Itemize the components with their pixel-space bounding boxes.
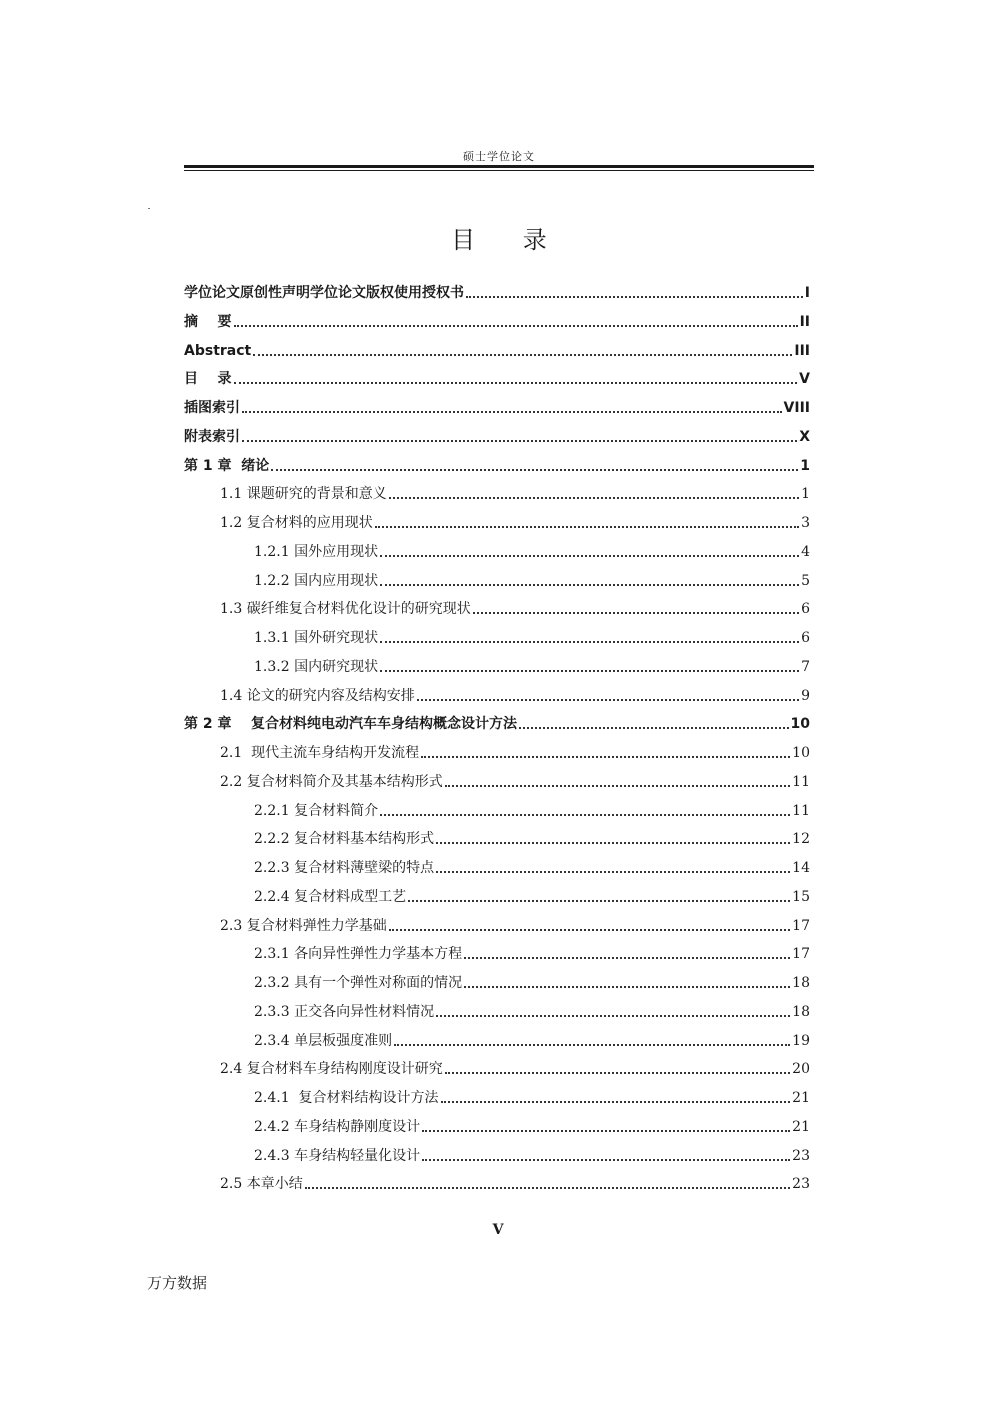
toc-entry-label: 1.2.1 国外应用现状: [254, 543, 379, 560]
toc-entry-label: 1.2 复合材料的应用现状: [220, 515, 373, 531]
toc-entry-label: 2.2.2 复合材料基本结构形式: [254, 831, 435, 848]
toc-entry-label: 2.3.1 各向异性弹性力学基本方程: [254, 946, 463, 963]
toc-entry-label: 第 1 章 绪论: [184, 457, 270, 474]
toc-entry[interactable]: [254, 539, 810, 561]
toc-entry-page: 4: [801, 543, 810, 560]
toc-leader-dots: [421, 755, 790, 758]
toc-entry-label: 1.3 碳纤维复合材料优化设计的研究现状: [220, 601, 471, 618]
toc-leader-dots: [389, 496, 799, 499]
toc-entry-page: 18: [792, 1003, 810, 1020]
toc-leader-dots: [234, 381, 798, 384]
toc-entry[interactable]: [184, 280, 810, 302]
toc-entry-page: I: [804, 285, 810, 301]
toc-entry-page: X: [799, 428, 810, 445]
toc-leader-dots: [436, 841, 790, 844]
toc-entry-page: II: [799, 313, 810, 330]
toc-entry-label: 2.5 本章小结: [220, 1176, 303, 1193]
running-header: 硕士学位论文: [463, 150, 535, 163]
toc-leader-dots: [394, 1043, 790, 1046]
toc-entry-page: 11: [792, 773, 810, 790]
toc-entry-label: 2.4.1 复合材料结构设计方法: [254, 1090, 439, 1106]
toc-entry[interactable]: [220, 769, 810, 791]
toc-entry-page: 20: [792, 1061, 810, 1078]
toc-entry-page: 5: [801, 572, 810, 589]
scan-speck: [148, 208, 150, 209]
toc-entry[interactable]: [220, 1171, 810, 1193]
toc-leader-dots: [253, 353, 792, 356]
toc-entry-page: 6: [801, 601, 810, 618]
toc-entry[interactable]: [184, 424, 810, 446]
toc-leader-dots: [380, 554, 799, 557]
toc-entry-page: V: [799, 371, 810, 388]
toc-entry[interactable]: [254, 568, 810, 590]
toc-entry-page: 12: [792, 831, 810, 848]
toc-entry[interactable]: [254, 1114, 810, 1136]
toc-leader-dots: [234, 324, 798, 327]
toc-leader-dots: [380, 813, 790, 816]
toc-entry-label: 2.4.2 车身结构静刚度设计: [254, 1118, 421, 1135]
toc-entry-label: 第 2 章 复合材料纯电动汽车车身结构概念设计方法: [184, 716, 517, 733]
toc-leader-dots: [473, 611, 799, 614]
toc-entry-page: III: [794, 342, 810, 359]
toc-entry-label: 1.2.2 国内应用现状: [254, 572, 379, 589]
toc-entry-page: 10: [792, 745, 810, 761]
toc-entry[interactable]: [254, 941, 810, 963]
toc-leader-dots: [436, 870, 790, 873]
toc-leader-dots: [375, 525, 799, 528]
toc-leader-dots: [380, 669, 799, 672]
toc-entry-label: 2.2 复合材料简介及其基本结构形式: [220, 773, 443, 790]
toc-entry-label: 2.3.4 单层板强度准则: [254, 1032, 393, 1049]
toc-entry[interactable]: [254, 654, 810, 676]
toc-entry[interactable]: [220, 740, 810, 762]
toc-leader-dots: [417, 698, 799, 701]
toc-entry-label: 2.3 复合材料弹性力学基础: [220, 917, 387, 934]
toc-entry-label: 1.3.2 国内研究现状: [254, 658, 379, 675]
toc-entry[interactable]: [254, 826, 810, 848]
toc-entry[interactable]: [184, 711, 810, 733]
toc-entry-page: 17: [792, 917, 810, 934]
toc-entry[interactable]: [254, 798, 810, 820]
toc-entry[interactable]: [220, 1056, 810, 1078]
toc-entry-label: 2.3.2 具有一个弹性对称面的情况: [254, 975, 463, 991]
toc-entry[interactable]: [220, 683, 810, 705]
toc-entry-page: 23: [792, 1176, 810, 1193]
toc-leader-dots: [380, 583, 799, 586]
toc-entry[interactable]: [254, 999, 810, 1021]
toc-entry-page: VIII: [783, 400, 810, 416]
toc-leader-dots: [441, 1100, 791, 1103]
toc-entry-page: 1: [801, 486, 810, 503]
toc-leader-dots: [242, 439, 797, 442]
toc-entry[interactable]: [184, 453, 810, 475]
toc-entry-page: 21: [792, 1118, 810, 1135]
toc-entry[interactable]: [254, 1085, 810, 1107]
toc-entry-page: 6: [801, 630, 810, 646]
toc-leader-dots: [305, 1186, 790, 1189]
toc-entry-page: 10: [790, 716, 810, 733]
toc-entry-label: Abstract: [184, 342, 252, 359]
toc-leader-dots: [408, 899, 790, 902]
toc-leader-dots: [380, 640, 799, 643]
toc-entry-label: 2.2.3 复合材料薄壁梁的特点: [254, 860, 435, 876]
toc-entry[interactable]: [220, 913, 810, 935]
watermark: 万方数据: [147, 1274, 208, 1292]
toc-entry-label: 学位论文原创性声明学位论文版权使用授权书: [184, 285, 464, 301]
toc-leader-dots: [422, 1129, 790, 1132]
toc-entry[interactable]: [184, 309, 810, 331]
toc-entry-label: 目 录: [184, 371, 232, 388]
toc-entry-label: 1.4 论文的研究内容及结构安排: [220, 687, 415, 704]
toc-leader-dots: [445, 784, 790, 787]
toc-entry-label: 摘 要: [184, 313, 232, 330]
toc-entry-label: 2.1 现代主流车身结构开发流程: [220, 745, 420, 761]
toc-leader-dots: [271, 468, 798, 471]
toc-entry[interactable]: [184, 395, 810, 417]
toc-entry-label: 2.2.1 复合材料简介: [254, 802, 379, 819]
toc-entry-label: 1.1 课题研究的背景和意义: [220, 486, 387, 503]
toc-entry-page: 14: [792, 860, 810, 876]
header-rule-thick: [184, 165, 814, 168]
toc-entry-page: 9: [801, 687, 810, 704]
toc-entry-page: 23: [792, 1147, 810, 1164]
toc-entry[interactable]: [254, 1143, 810, 1165]
toc-entry[interactable]: [220, 481, 810, 503]
toc-leader-dots: [445, 1071, 790, 1074]
toc-entry-page: 1: [800, 457, 810, 474]
toc-entry[interactable]: [254, 625, 810, 647]
toc-entry-label: 2.4 复合材料车身结构刚度设计研究: [220, 1061, 443, 1078]
toc-entry-page: 3: [801, 515, 810, 531]
toc-entry[interactable]: [254, 1028, 810, 1050]
toc-entry[interactable]: [220, 596, 810, 618]
toc-leader-dots: [519, 726, 789, 729]
page-number: V: [492, 1222, 504, 1238]
toc-entry-page: 19: [792, 1032, 810, 1049]
toc-entry-page: 18: [792, 975, 810, 991]
toc-entry-label: 附表索引: [184, 428, 240, 445]
toc-title: 目 录: [451, 226, 567, 255]
toc-entry[interactable]: [184, 338, 810, 360]
toc-entry[interactable]: [220, 510, 810, 532]
toc-leader-dots: [464, 985, 790, 988]
toc-entry-label: 2.2.4 复合材料成型工艺: [254, 888, 407, 905]
toc-entry[interactable]: [254, 855, 810, 877]
toc-entry-page: 15: [792, 888, 810, 905]
toc-entry-label: 2.3.3 正交各向异性材料情况: [254, 1003, 435, 1020]
header-rule-thin: [184, 170, 814, 171]
toc-leader-dots: [242, 410, 782, 413]
toc-leader-dots: [436, 1014, 790, 1017]
toc-entry[interactable]: [254, 884, 810, 906]
toc-entry-label: 2.4.3 车身结构轻量化设计: [254, 1147, 421, 1164]
toc-entry-page: 21: [792, 1090, 810, 1106]
toc-entry-page: 7: [801, 658, 810, 675]
toc-entry-page: 17: [792, 946, 810, 963]
toc-leader-dots: [422, 1158, 790, 1161]
toc-entry[interactable]: [254, 970, 810, 992]
toc-leader-dots: [466, 295, 803, 298]
toc-leader-dots: [389, 928, 790, 931]
toc-entry-label: 插图索引: [184, 400, 240, 416]
toc-leader-dots: [464, 956, 790, 959]
toc-entry-page: 11: [792, 802, 810, 819]
toc-entry[interactable]: [184, 366, 810, 388]
toc-entry-label: 1.3.1 国外研究现状: [254, 630, 379, 646]
